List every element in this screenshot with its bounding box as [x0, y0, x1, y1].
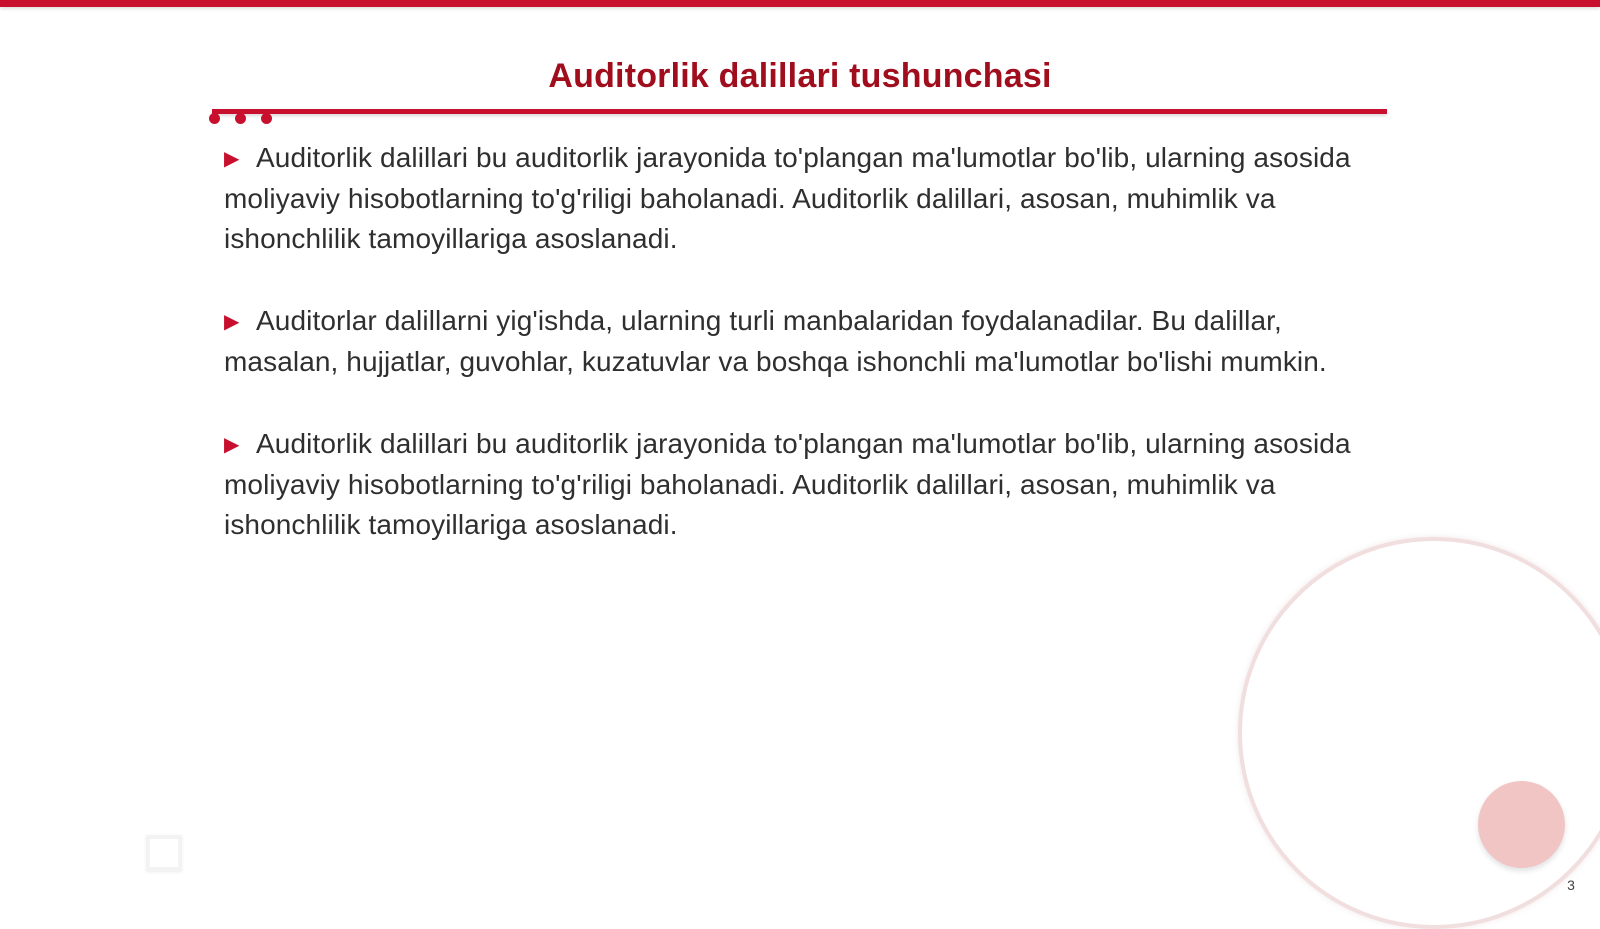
slide-title: Auditorlik dalillari tushunchasi: [548, 57, 1052, 95]
bullet-item-1: [224, 138, 1394, 259]
decor-dot-1: [209, 113, 220, 124]
decor-dot-2: [235, 113, 246, 124]
decor-disc: [1478, 781, 1565, 868]
bullet-list: [224, 138, 1394, 587]
title-underline: [212, 109, 1387, 114]
bullet-text-3: Auditorlik dalillari bu auditorlik jarayonida to'plangan ma'lumotlar bo'lib, ularning asosida moliyaviy hisobotlarning to'g'riligi baholanadi. Auditorlik dalillari, asosan, muhimlik va ishonchlilik tamoyillariga asoslanadi.: [224, 428, 1351, 540]
bullet-text-2: Auditorlar dalillarni yig'ishda, ularning turli manbalaridan foydalanadilar. Bu dalillar, masalan, hujjatlar, guvohlar, kuzatuvlar va boshqa ishonchli ma'lumotlar bo'lishi mumkin.: [224, 305, 1327, 377]
decor-dot-3: [261, 113, 272, 124]
bullet-arrow-icon: ▶: [224, 311, 240, 333]
bullet-item-2: [224, 301, 1394, 382]
bullet-item-3: [224, 424, 1394, 545]
bullet-text-1: Auditorlik dalillari bu auditorlik jarayonida to'plangan ma'lumotlar bo'lib, ularning asosida moliyaviy hisobotlarning to'g'riligi baholanadi. Auditorlik dalillari, asosan, muhimlik va ishonchlilik tamoyillariga asoslanadi.: [224, 142, 1351, 254]
page-number: 3: [1567, 877, 1575, 893]
top-accent-bar: [0, 0, 1600, 7]
bullet-arrow-icon: ▶: [224, 148, 240, 170]
bullet-arrow-icon: ▶: [224, 434, 240, 456]
decor-ring: [1238, 537, 1600, 929]
decor-square: [146, 835, 182, 871]
